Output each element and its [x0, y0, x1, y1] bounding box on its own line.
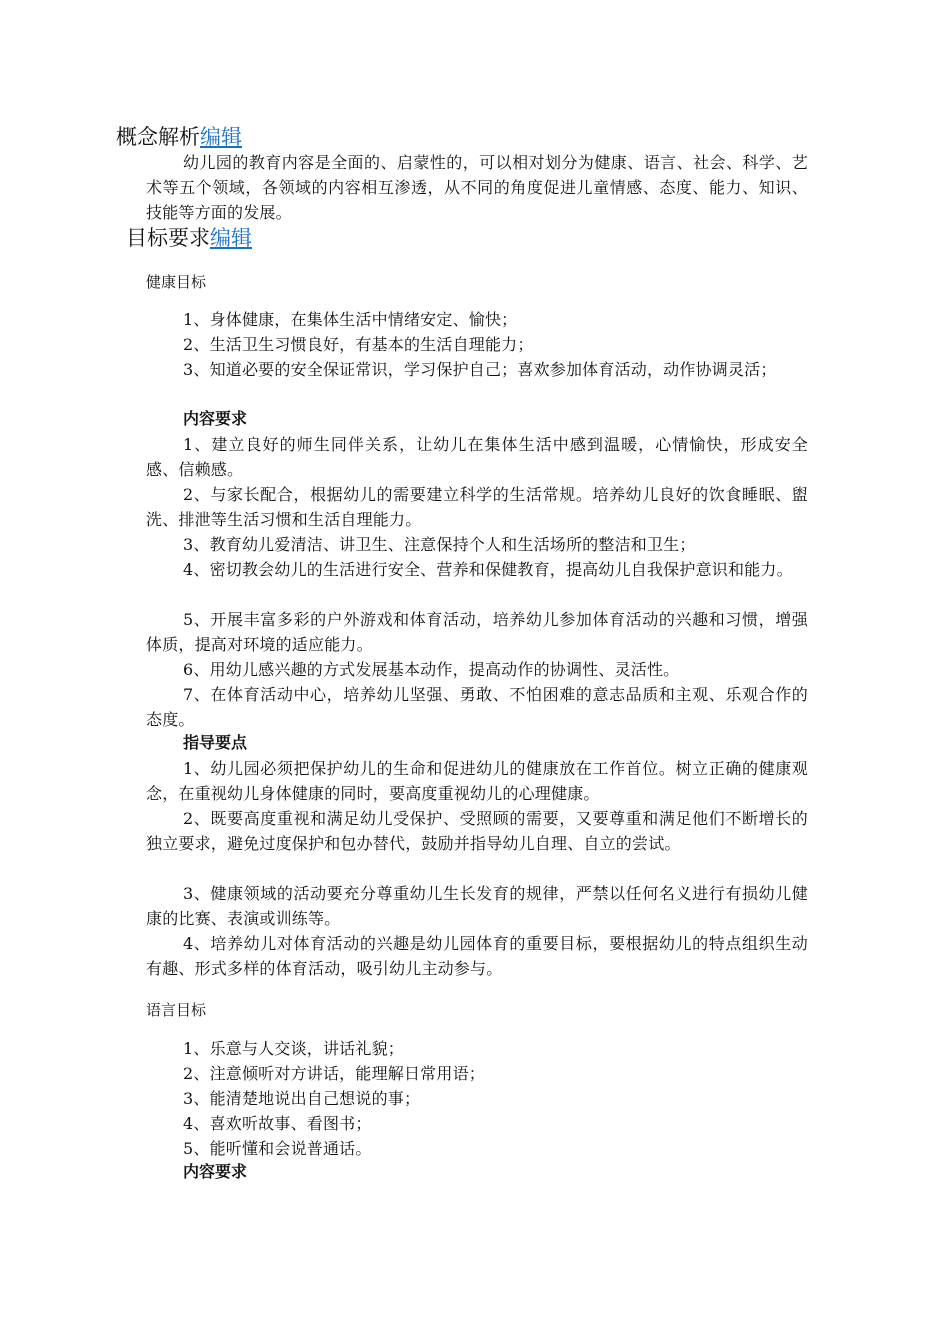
edit-link[interactable]: 编辑: [210, 226, 252, 250]
edit-link[interactable]: 编辑: [200, 125, 242, 149]
health-guide-1: 1、幼儿园必须把保护幼儿的生命和促进幼儿的健康放在工作首位。树立正确的健康观念，在重视幼儿身体健康的同时，要高度重视幼儿的心理健康。: [146, 759, 808, 803]
language-goal-5: 5、能听懂和会说普通话。: [183, 1139, 372, 1158]
health-content-3: 3、教育幼儿爱清洁、讲卫生、注意保持个人和生活场所的整洁和卫生；: [183, 535, 696, 554]
health-content-2: 2、与家长配合，根据幼儿的需要建立科学的生活常规。培养幼儿良好的饮食睡眠、盥洗、排泄等生活习惯和生活自理能力。: [146, 485, 808, 529]
intro-paragraph: 幼儿园的教育内容是全面的、启蒙性的，可以相对划分为健康、语言、社会、科学、艺术等五个领域，各领域的内容相互渗透，从不同的角度促进儿童情感、态度、能力、知识、技能等方面的发展。: [146, 153, 808, 222]
health-goal-2: 2、生活卫生习惯良好，有基本的生活自理能力；: [183, 335, 534, 354]
health-goals-heading: 健康目标: [146, 273, 207, 291]
language-goals-heading: 语言目标: [146, 1001, 207, 1019]
health-content-7: 7、在体育活动中心，培养幼儿坚强、勇敢、不怕困难的意志品质和主观、乐观合作的态度。: [146, 685, 808, 729]
language-content-heading: 内容要求: [183, 1162, 248, 1181]
health-goal-1: 1、身体健康，在集体生活中情绪安定、愉快；: [183, 310, 518, 329]
language-goal-2: 2、注意倾听对方讲话，能理解日常用语；: [183, 1064, 485, 1083]
section-heading-concept: [116, 124, 242, 150]
health-content-1: 1、建立良好的师生同伴关系，让幼儿在集体生活中感到温暖，心情愉快，形成安全感、信赖感。: [146, 435, 808, 479]
health-goal-3: 3、知道必要的安全保证常识，学习保护自己；喜欢参加体育活动，动作协调灵活；: [183, 360, 777, 379]
section-heading-goals: [126, 225, 252, 251]
language-goal-1: 1、乐意与人交谈，讲话礼貌；: [183, 1039, 404, 1058]
language-goal-4: 4、喜欢听故事、看图书；: [183, 1114, 372, 1133]
health-content-6: 6、用幼儿感兴趣的方式发展基本动作，提高动作的协调性、灵活性。: [183, 660, 680, 679]
health-guide-3: 3、健康领域的活动要充分尊重幼儿生长发育的规律，严禁以任何名义进行有损幼儿健康的比赛、表演或训练等。: [146, 884, 808, 928]
health-content-5: 5、开展丰富多彩的户外游戏和体育活动，培养幼儿参加体育活动的兴趣和习惯，增强体质，提高对环境的适应能力。: [146, 610, 808, 654]
health-content-heading: 内容要求: [183, 409, 248, 428]
health-guide-4: 4、培养幼儿对体育活动的兴趣是幼儿园体育的重要目标，要根据幼儿的特点组织生动有趣、形式多样的体育活动，吸引幼儿主动参与。: [146, 934, 808, 978]
health-content-4: 4、密切教会幼儿的生活进行安全、营养和保健教育，提高幼儿自我保护意识和能力。: [183, 560, 793, 579]
section-title: 目标要求: [126, 226, 210, 250]
section-title: 概念解析: [116, 125, 200, 149]
health-guide-heading: 指导要点: [183, 733, 248, 752]
health-guide-2: 2、既要高度重视和满足幼儿受保护、受照顾的需要，又要尊重和满足他们不断增长的独立要求，避免过度保护和包办替代，鼓励并指导幼儿自理、自立的尝试。: [146, 809, 808, 853]
language-goal-3: 3、能清楚地说出自己想说的事；: [183, 1089, 421, 1108]
